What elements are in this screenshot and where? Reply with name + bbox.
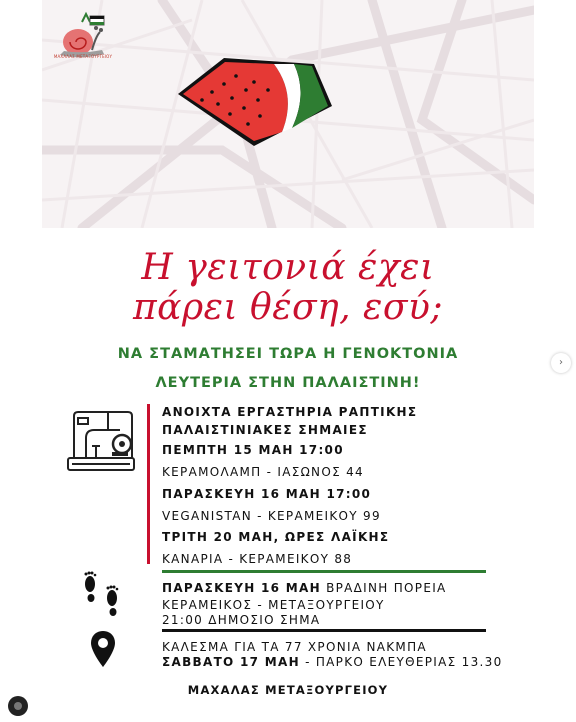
- march-meet: 21:00 ΔΗΜΟΣΙΟ ΣΗΜΑ: [162, 613, 321, 627]
- black-divider: [162, 629, 486, 632]
- march-date: ΠΑΡΑΣΚΕΥΗ 16 ΜΑΗ: [162, 581, 321, 595]
- neighborhood-map: [42, 0, 534, 228]
- map-streets: [42, 0, 534, 228]
- next-slide-button[interactable]: [551, 353, 571, 373]
- march-route: ΚΕΡΑΜΕΙΚΟΣ - ΜΕΤΑΞΟΥΡΓΕΙΟΥ: [162, 598, 385, 612]
- footprints-icon: [78, 570, 128, 624]
- headline-line-1: Η γειτονιά έχει: [141, 247, 435, 288]
- nakba-line-1: ΚΑΛΕΣΜΑ ΓΙΑ ΤΑ 77 ΧΡΟΝΙΑ ΝΑΚΜΠΑ: [162, 640, 427, 654]
- location-pin-icon: [90, 630, 116, 672]
- event-1-where: ΚΕΡΑΜΟΛΑΜΠ - ΙΑΣΩΝΟΣ 44: [162, 465, 364, 479]
- logo-caption: ΜΑΧΑΛΑΣ ΜΕΤΑΞΟΥΡΓΕΙΟΥ: [53, 54, 113, 59]
- workshops-title-2: ΠΑΛΑΙΣΤΙΝΙΑΚΕΣ ΣΗΜΑΙΕΣ: [162, 423, 368, 437]
- avatar[interactable]: [8, 696, 28, 716]
- headline-line-2: πάρει θέση, εσύ;: [133, 287, 443, 328]
- event-2-when: ΠΑΡΑΣΚΕΥΗ 16 ΜΑΗ 17:00: [162, 487, 372, 501]
- event-3-when: ΤΡΙΤΗ 20 ΜΑΗ, ΩΡΕΣ ΛΑΪΚΗΣ: [162, 530, 390, 544]
- nakba-date: ΣΑΒΒΑΤΟ 17 ΜΑΗ: [162, 655, 300, 669]
- green-divider: [162, 570, 486, 573]
- chevron-right-icon: ›: [559, 357, 563, 368]
- event-1-when: ΠΕΜΠΤΗ 15 ΜΑΗ 17:00: [162, 443, 344, 457]
- sewing-machine-icon: [64, 408, 138, 478]
- event-3-where: ΚΑΝΑΡΙΑ - ΚΕΡΑΜΕΙΚΟΥ 88: [162, 552, 353, 566]
- nakba-line-2: [162, 655, 503, 669]
- slogan-free-palestine: ΛΕΥΤΕΡΙΑ ΣΤΗΝ ΠΑΛΑΙΣΤΙΝΗ!: [155, 375, 421, 391]
- march-line-1: [162, 581, 447, 595]
- workshops-title-1: ΑΝΟΙΧΤΑ ΕΡΓΑΣΤΗΡΙΑ ΡΑΠΤΙΚΗΣ: [162, 405, 418, 419]
- poster: [42, 0, 534, 722]
- nakba-place: - ΠΑΡΚΟ ΕΛΕΥΘΕΡΙΑΣ 13.30: [299, 655, 503, 669]
- slogan-stop-genocide: ΝΑ ΣΤΑΜΑΤΗΣΕΙ ΤΩΡΑ Η ΓΕΝΟΚΤΟΝΙΑ: [117, 346, 459, 362]
- march-desc: ΒΡΑΔΙΝΗ ΠΟΡΕΙΑ: [320, 581, 447, 595]
- workshop-divider: [147, 404, 150, 564]
- event-2-where: VEGANISTAN - ΚΕΡΑΜΕΙΚΟΥ 99: [162, 509, 381, 523]
- footer-signature: ΜΑΧΑΛΑΣ ΜΕΤΑΞΟΥΡΓΕΙΟΥ: [187, 683, 389, 697]
